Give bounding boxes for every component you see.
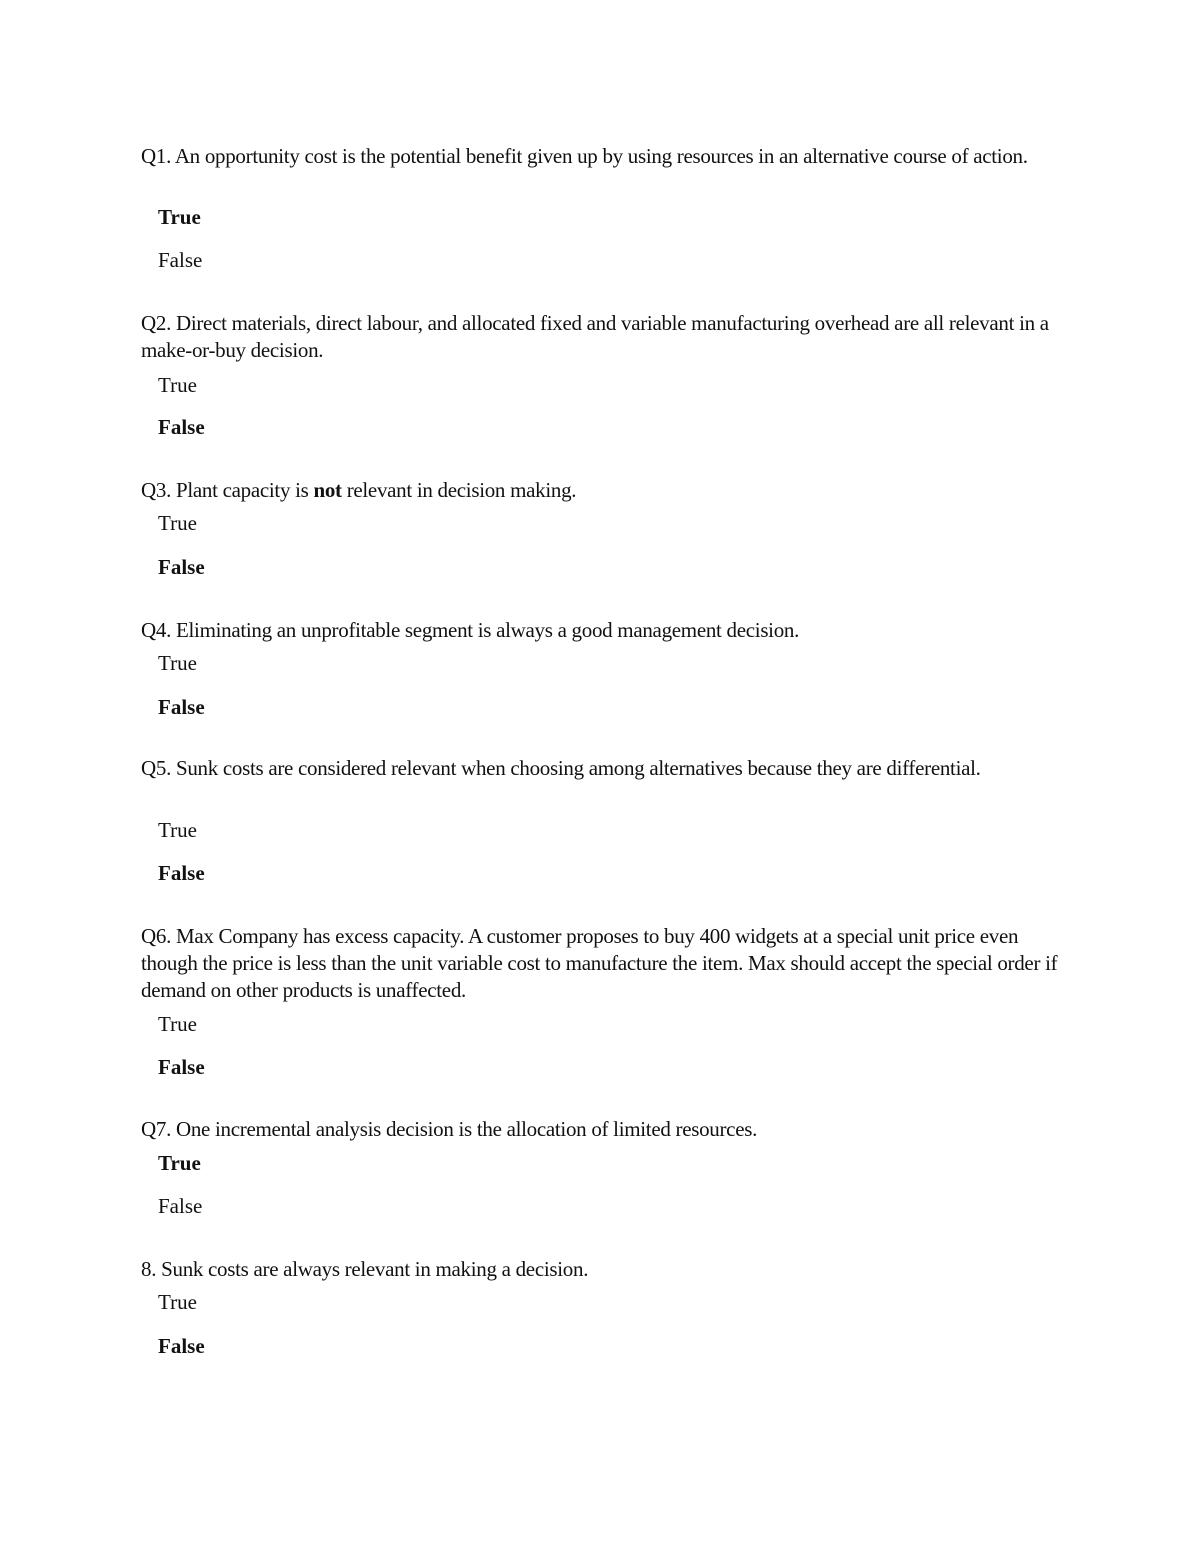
question-text: Eliminating an unprofitable segment is always a good management decision. <box>175 618 800 642</box>
option-true[interactable]: True <box>158 1012 197 1036</box>
option-false[interactable]: False <box>158 1194 203 1218</box>
question-4 <box>141 617 1071 644</box>
question-number: Q6. <box>141 924 172 948</box>
question-5 <box>141 755 1071 782</box>
question-number: Q3. <box>141 478 172 502</box>
question-number: Q7. <box>141 1117 172 1141</box>
option-true[interactable]: True <box>158 511 197 535</box>
question-text: relevant in decision making. <box>346 478 577 502</box>
question-number: Q5. <box>141 756 172 780</box>
question-prompt <box>141 143 1071 170</box>
question-text: One incremental analysis decision is the allocation of limited resources. <box>175 1117 758 1141</box>
option-false[interactable]: False <box>158 555 205 579</box>
option-false[interactable]: False <box>158 1334 205 1358</box>
question-6 <box>141 923 1071 1004</box>
question-prompt <box>141 617 1071 644</box>
question-text: Sunk costs are considered relevant when choosing among alternatives because they are differential. <box>175 756 981 780</box>
option-true[interactable]: True <box>158 373 197 397</box>
question-text: Direct materials, direct labour, and allocated fixed and variable manufacturing overhead are all relevant in a make-or-buy decision. <box>141 311 1049 362</box>
option-false[interactable]: False <box>158 695 205 719</box>
question-7 <box>141 1116 1071 1143</box>
option-true[interactable]: True <box>158 205 201 229</box>
question-text: Sunk costs are always relevant in making a decision. <box>161 1257 589 1281</box>
question-2 <box>141 310 1071 364</box>
emphasis-not: not <box>313 478 342 502</box>
question-prompt <box>141 1116 1071 1143</box>
question-3 <box>141 477 1071 504</box>
question-text: An opportunity cost is the potential benefit given up by using resources in an alternative course of action. <box>174 144 1028 168</box>
option-true[interactable]: True <box>158 651 197 675</box>
option-false[interactable]: False <box>158 248 203 272</box>
question-prompt <box>141 310 1071 364</box>
question-8 <box>141 1256 1071 1283</box>
question-prompt <box>141 477 1071 504</box>
question-prompt <box>141 923 1071 1004</box>
question-number: Q4. <box>141 618 172 642</box>
question-number: Q2. <box>141 311 172 335</box>
option-false[interactable]: False <box>158 861 205 885</box>
question-text: Max Company has excess capacity. A customer proposes to buy 400 widgets at a special unit price even though the price is less than the unit variable cost to manufacture the item. Max should accept the special order if demand on other products is unaffected. <box>141 924 1058 1002</box>
option-false[interactable]: False <box>158 1055 205 1079</box>
option-false[interactable]: False <box>158 415 205 439</box>
option-true[interactable]: True <box>158 1290 197 1314</box>
question-prompt <box>141 1256 1071 1283</box>
question-text: Plant capacity is <box>175 478 309 502</box>
option-true[interactable]: True <box>158 1151 201 1175</box>
question-number: 8. <box>141 1257 157 1281</box>
question-prompt <box>141 755 1071 782</box>
question-1 <box>141 143 1071 170</box>
question-number: Q1. <box>141 144 172 168</box>
option-true[interactable]: True <box>158 818 197 842</box>
